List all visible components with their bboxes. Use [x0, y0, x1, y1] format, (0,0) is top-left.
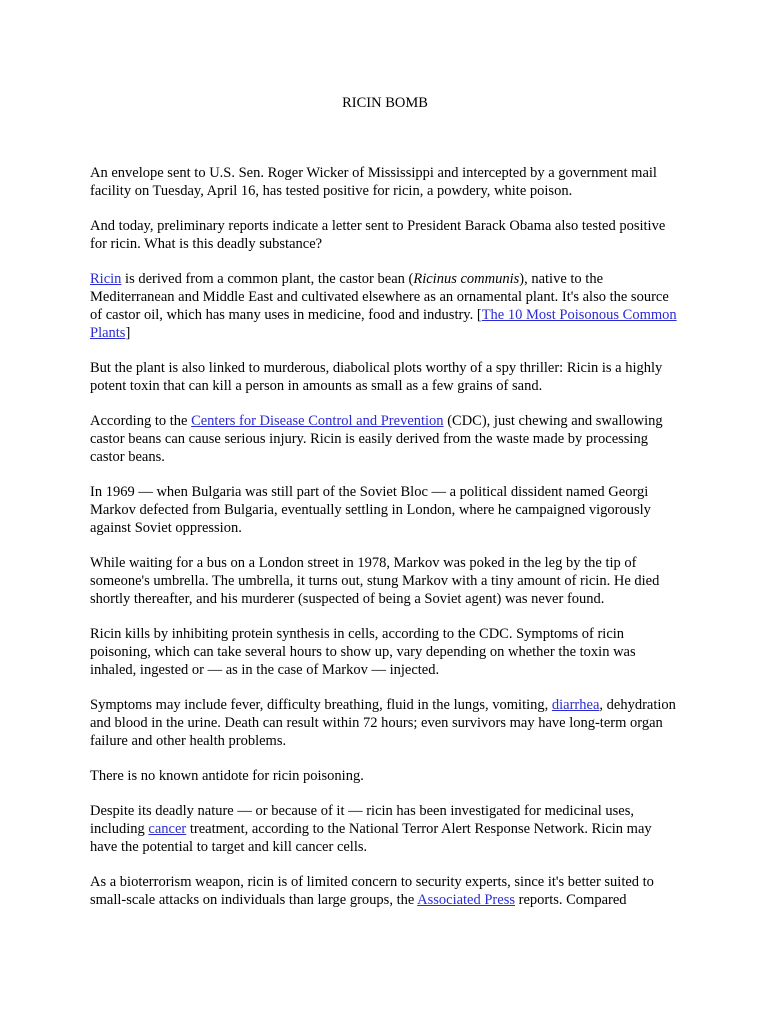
- poisonous-plants-link[interactable]: The 10 Most Poisonous Common Plants: [90, 307, 677, 341]
- diarrhea-link[interactable]: diarrhea: [551, 697, 600, 713]
- paragraph-10: There is no known antidote for ricin poisoning.: [90, 768, 364, 784]
- paragraph-11-text-a: Despite its deadly nature — or because of it — ricin has been investigated for medicinal uses, including: [90, 803, 634, 837]
- paragraph-5: [90, 412, 680, 466]
- paragraph-5-text-b: (CDC), just chewing and swallowing castor beans can cause serious injury. Ricin is easily derived from the waste made by processing castor beans.: [90, 413, 663, 465]
- paragraph-3-text-a: is derived from a common plant, the castor bean (: [121, 271, 414, 287]
- paragraph-11-text-b: treatment, according to the National Terror Alert Response Network. Ricin may have the potential to target and kill cancer cells.: [90, 821, 652, 855]
- paragraph-7: While waiting for a bus on a London street in 1978, Markov was poked in the leg by the tip of someone's umbrella. The umbrella, it turns out, stung Markov with a tiny amount of ricin. He died shortly thereafter, and his murderer (suspected of being a Soviet agent) was never found.: [90, 555, 660, 607]
- paragraph-9: [90, 696, 680, 750]
- paragraph-12: [90, 873, 680, 909]
- paragraph-3: [90, 270, 680, 342]
- scientific-name: Ricinus communis: [413, 271, 520, 287]
- cancer-link[interactable]: cancer: [148, 821, 187, 837]
- article-body: [90, 164, 680, 926]
- cdc-link[interactable]: Centers for Disease Control and Prevention: [191, 413, 444, 429]
- paragraph-4: But the plant is also linked to murderous, diabolical plots worthy of a spy thriller: Ricin is a highly potent toxin that can kill a person in amounts as small as a few grains of sand.: [90, 360, 663, 394]
- paragraph-12-text-a: As a bioterrorism weapon, ricin is of limited concern to security experts, since it's better suited to small-scale attacks on individuals than large groups, the: [90, 874, 654, 908]
- paragraph-8: Ricin kills by inhibiting protein synthesis in cells, according to the CDC. Symptoms of ricin poisoning, which can take several hours to show up, vary depending on whether the toxin was inhaled, ingested or — as in the case of Markov — injected.: [90, 626, 636, 678]
- document-title: RICIN BOMB: [342, 95, 428, 111]
- paragraph-11: [90, 802, 680, 856]
- paragraph-3-text-b: ), native to the Mediterranean and Middle East and cultivated elsewhere as an ornamental plant. It's also the source of castor oil, which has many uses in medicine, food and industry. [: [90, 271, 669, 323]
- paragraph-3-text-c: ]: [125, 325, 131, 341]
- paragraph-9-text-a: Symptoms may include fever, difficulty breathing, fluid in the lungs, vomiting,: [90, 697, 552, 713]
- paragraph-12-text-b: reports. Compared: [515, 892, 627, 908]
- associated-press-link[interactable]: Associated Press: [417, 892, 515, 908]
- paragraph-9-text-b: , dehydration and blood in the urine. Death can result within 72 hours; even survivors may have long-term organ failure and other health problems.: [90, 697, 676, 749]
- paragraph-6: In 1969 — when Bulgaria was still part of the Soviet Bloc — a political dissident named Georgi Markov defected from Bulgaria, eventually settling in London, where he campaigned vigorously against Soviet oppression.: [90, 484, 651, 536]
- paragraph-1: An envelope sent to U.S. Sen. Roger Wicker of Mississippi and intercepted by a government mail facility on Tuesday, April 16, has tested positive for ricin, a powdery, white poison.: [90, 165, 657, 199]
- ricin-link[interactable]: Ricin: [90, 271, 122, 287]
- paragraph-5-text-a: According to the: [90, 413, 192, 429]
- paragraph-2: And today, preliminary reports indicate a letter sent to President Barack Obama also tested positive for ricin. What is this deadly substance?: [90, 218, 666, 252]
